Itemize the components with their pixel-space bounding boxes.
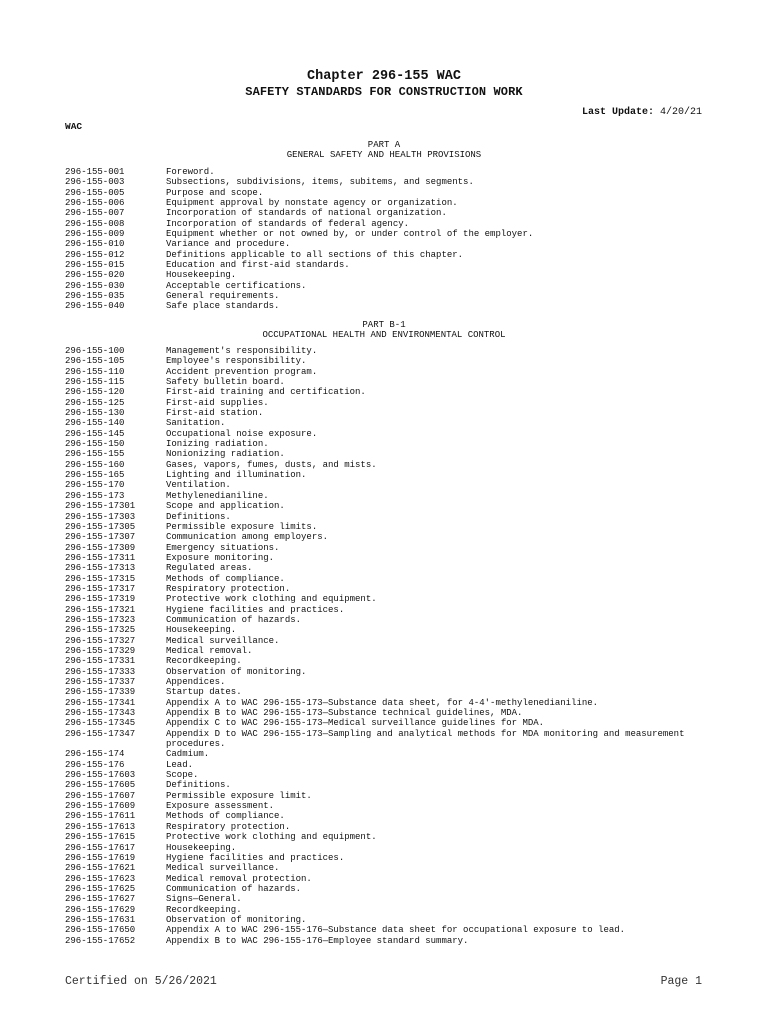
section-title: General requirements. [166,291,280,302]
section-entry [65,884,705,894]
section-entry [65,219,705,229]
section-entry [65,301,705,311]
section-number: 296-155-17603 [65,770,136,781]
section-entry [65,915,705,925]
section-number: 296-155-17343 [65,708,136,719]
section-title: Variance and procedure. [166,239,291,250]
section-entry [65,532,705,542]
section-number: 296-155-17652 [65,935,136,946]
section-number: 296-155-17621 [65,863,136,874]
section-entry [65,281,705,291]
section-entry [65,811,705,821]
section-number: 296-155-140 [65,418,125,429]
section-number: 296-155-005 [65,187,125,198]
section-number: 296-155-17339 [65,687,136,698]
section-entry [65,356,705,366]
section-title: Housekeeping. [166,270,237,281]
section-title: Scope and application. [166,501,285,512]
section-number: 296-155-17623 [65,873,136,884]
section-number: 296-155-035 [65,291,125,302]
section-title: Protective work clothing and equipment. [166,594,377,605]
section-entry [65,429,705,439]
section-title: Observation of monitoring. [166,914,307,925]
section-title: Accident prevention program. [166,366,318,377]
section-title: Medical surveillance. [166,635,280,646]
section-title: Equipment whether or not owned by, or under control of the employer. [166,229,534,240]
part-title: OCCUPATIONAL HEALTH AND ENVIRONMENTAL CONTROL [262,330,506,341]
section-entry [65,470,705,480]
section-number: 296-155-17337 [65,677,136,687]
section-entry [65,198,705,208]
section-entry [65,387,705,397]
section-number: 296-155-17613 [65,821,136,832]
section-number: 296-155-17611 [65,811,136,822]
section-number: 296-155-17631 [65,914,136,925]
section-title: Respiratory protection. [166,821,291,832]
section-title: Ventilation. [166,480,231,491]
section-entry [65,843,705,853]
section-number: 296-155-17313 [65,563,136,574]
section-title: Respiratory protection. [166,583,291,594]
section-entry [65,646,705,656]
section-number: 296-155-17307 [65,532,136,543]
section-title: Scope. [166,770,199,781]
section-number: 296-155-17617 [65,842,136,853]
section-title: Observation of monitoring. [166,666,307,677]
section-number: 296-155-17303 [65,511,136,522]
section-entry [65,563,705,573]
section-title: First-aid supplies. [166,397,269,408]
section-number: 296-155-17650 [65,925,136,936]
section-title: Emergency situations. [166,542,280,553]
last-update-label: Last Update: [581,107,654,118]
section-title: Lead. [166,759,194,770]
section-entry [65,687,705,697]
section-entry [65,574,705,584]
section-number: 296-155-17321 [65,604,136,615]
section-entry [65,346,705,356]
section-number: 296-155-150 [65,439,125,450]
section-entry [65,408,705,418]
section-number: 296-155-17317 [65,583,136,594]
chapter-subtitle: SAFETY STANDARDS FOR CONSTRUCTION WORK [245,85,523,99]
section-title: Startup dates. [166,687,242,698]
section-entry [65,615,705,625]
section-title: First-aid station. [166,408,264,419]
section-title: Appendix C to WAC 296-155-173—Medical surveillance guidelines for MDA. [166,718,545,729]
wac-column-label: WAC [65,121,83,132]
section-number: 296-155-170 [65,480,125,491]
section-number: 296-155-17315 [65,573,136,584]
section-title: Definitions. [166,511,231,522]
section-number: 296-155-17309 [65,542,136,553]
section-entry [65,553,705,563]
section-entry [65,718,705,728]
section-entry [65,229,705,239]
section-entry [65,480,705,490]
section-entry [65,936,705,946]
section-entry [65,832,705,842]
section-number: 296-155-17329 [65,645,136,656]
section-title: Housekeeping. [166,842,237,853]
section-entry [65,729,705,750]
part-a-heading [0,140,768,161]
section-number: 296-155-009 [65,229,125,240]
section-title: Recordkeeping. [166,904,242,915]
part-a-section-list [65,167,705,312]
section-title: Occupational noise exposure. [166,428,318,439]
section-number: 296-155-17627 [65,894,136,905]
last-update-value: 4/20/21 [659,107,702,118]
section-number: 296-155-17301 [65,501,136,512]
section-entry [65,491,705,501]
part-label: PART B-1 [362,320,406,330]
section-number: 296-155-17605 [65,780,136,791]
section-entry [65,677,705,687]
section-number: 296-155-100 [65,346,125,356]
section-entry [65,925,705,935]
section-title: Regulated areas. [166,563,253,574]
section-entry [65,894,705,904]
section-number: 296-155-17331 [65,656,136,667]
section-title: Appendix B to WAC 296-155-173—Substance technical guidelines, MDA. [166,708,523,719]
section-title: Gases, vapors, fumes, dusts, and mists. [166,459,377,470]
section-number: 296-155-010 [65,239,125,250]
section-title: Subsections, subdivisions, items, subitems, and segments. [166,177,474,188]
section-title: Housekeeping. [166,625,237,636]
section-entry [65,594,705,604]
section-title: Sanitation. [166,418,226,429]
section-number: 296-155-173 [65,490,125,501]
section-number: 296-155-17325 [65,625,136,636]
section-entry [65,460,705,470]
section-entry [65,584,705,594]
section-entry [65,398,705,408]
certified-date: Certified on 5/26/2021 [65,975,217,988]
section-title: Signs—General. [166,894,242,905]
section-entry [65,188,705,198]
section-title: Methods of compliance. [166,573,285,584]
section-number: 296-155-165 [65,470,125,481]
section-number: 296-155-17607 [65,790,136,801]
section-title: Hygiene facilities and practices. [166,852,345,863]
section-title: Foreword. [166,167,215,177]
last-update [582,107,702,119]
section-title: Medical removal. [166,645,253,656]
section-number: 296-155-001 [65,167,125,177]
section-title: Education and first-aid standards. [166,260,350,271]
section-title: Employee's responsibility. [166,356,307,367]
section-entry [65,270,705,280]
section-number: 296-155-012 [65,249,125,260]
section-entry [65,367,705,377]
section-entry [65,239,705,249]
section-entry [65,439,705,449]
section-number: 296-155-006 [65,198,125,209]
section-number: 296-155-176 [65,759,125,770]
section-entry [65,801,705,811]
section-title: Incorporation of standards of federal agency. [166,218,410,229]
section-title: Definitions applicable to all sections of this chapter. [166,249,464,260]
section-number: 296-155-17323 [65,614,136,625]
section-title: Communication of hazards. [166,614,302,625]
section-number: 296-155-110 [65,366,125,377]
section-number: 296-155-17347 [65,728,136,739]
chapter-title: Chapter 296-155 WAC [307,69,461,84]
section-title: Acceptable certifications. [166,280,307,291]
section-title: Communication of hazards. [166,883,302,894]
section-title: Permissible exposure limit. [166,790,312,801]
section-title: Safety bulletin board. [166,377,285,388]
section-entry [65,377,705,387]
section-title: Definitions. [166,780,231,791]
part-label: PART A [367,140,401,150]
section-entry [65,698,705,708]
section-number: 296-155-008 [65,218,125,229]
section-title: Permissible exposure limits. [166,521,318,532]
section-number: 296-155-155 [65,449,125,460]
section-number: 296-155-17345 [65,718,136,729]
section-number: 296-155-160 [65,459,125,470]
section-title: Nonionizing radiation. [166,449,285,460]
section-number: 296-155-17609 [65,801,136,812]
section-number: 296-155-105 [65,356,125,367]
section-title: Recordkeeping. [166,656,242,667]
section-title: Protective work clothing and equipment. [166,832,377,843]
section-title: Equipment approval by nonstate agency or organization. [166,198,458,209]
section-title: Exposure assessment. [166,801,275,812]
section-entry [65,543,705,553]
section-number: 296-155-120 [65,387,125,398]
section-title: Purpose and scope. [166,187,264,198]
section-entry [65,780,705,790]
section-title: Safe place standards. [166,301,280,312]
section-title: Appendix A to WAC 296-155-173—Substance data sheet, for 4-4'-methylenedianiline. [166,697,599,708]
section-number: 296-155-174 [65,749,125,760]
section-entry [65,625,705,635]
section-number: 296-155-17619 [65,852,136,863]
section-entry [65,708,705,718]
section-number: 296-155-17327 [65,635,136,646]
section-entry [65,605,705,615]
section-title: Incorporation of standards of national organization. [166,208,447,219]
section-entry [65,822,705,832]
section-number: 296-155-17629 [65,904,136,915]
section-entry [65,177,705,187]
section-title: Exposure monitoring. [166,552,275,563]
section-entry [65,874,705,884]
section-title: Appendices. [166,677,226,687]
section-title: Ionizing radiation. [166,439,269,450]
section-entry [65,449,705,459]
section-number: 296-155-130 [65,408,125,419]
section-entry [65,291,705,301]
section-number: 296-155-17625 [65,883,136,894]
section-title: Medical surveillance. [166,863,280,874]
section-entry [65,418,705,428]
section-entry [65,167,705,177]
section-number: 296-155-17341 [65,697,136,708]
section-entry [65,770,705,780]
section-entry [65,636,705,646]
section-title: Communication among employers. [166,532,329,543]
section-number: 296-155-145 [65,428,125,439]
section-number: 296-155-040 [65,301,125,312]
section-number: 296-155-17333 [65,666,136,677]
part-title: GENERAL SAFETY AND HEALTH PROVISIONS [286,150,482,161]
section-title: Lighting and illumination. [166,470,307,481]
section-entry [65,791,705,801]
section-title: First-aid training and certification. [166,387,366,398]
section-title: Cadmium. [166,749,210,760]
section-entry [65,667,705,677]
section-title: Methods of compliance. [166,811,285,822]
section-entry [65,853,705,863]
section-number: 296-155-115 [65,377,125,388]
section-title: Hygiene facilities and practices. [166,604,345,615]
part-b1-heading [0,320,768,341]
section-entry [65,749,705,759]
section-entry [65,260,705,270]
section-entry [65,656,705,666]
section-number: 296-155-125 [65,397,125,408]
section-entry [65,863,705,873]
section-number: 296-155-17615 [65,832,136,843]
section-entry [65,760,705,770]
section-number: 296-155-17305 [65,521,136,532]
section-title: Methylenedianiline. [166,490,269,501]
section-title: Appendix B to WAC 296-155-176—Employee standard summary. [166,935,469,946]
section-title: Appendix D to WAC 296-155-173—Sampling and analytical methods for MDA monitoring and measurement procedures. [166,728,685,750]
section-number: 296-155-007 [65,208,125,219]
section-number: 296-155-003 [65,177,125,188]
section-entry [65,522,705,532]
section-entry [65,208,705,218]
section-title: Appendix A to WAC 296-155-176—Substance data sheet for occupational exposure to lead. [166,925,626,936]
section-title: Medical removal protection. [166,873,312,884]
section-entry [65,905,705,915]
section-entry [65,501,705,511]
section-number: 296-155-030 [65,280,125,291]
page-number: Page 1 [660,975,702,988]
section-number: 296-155-015 [65,260,125,271]
section-number: 296-155-17311 [65,552,136,563]
section-number: 296-155-17319 [65,594,136,605]
section-title: Management's responsibility. [166,346,318,356]
section-entry [65,512,705,522]
section-number: 296-155-020 [65,270,125,281]
section-entry [65,250,705,260]
part-b1-section-list [65,346,705,946]
